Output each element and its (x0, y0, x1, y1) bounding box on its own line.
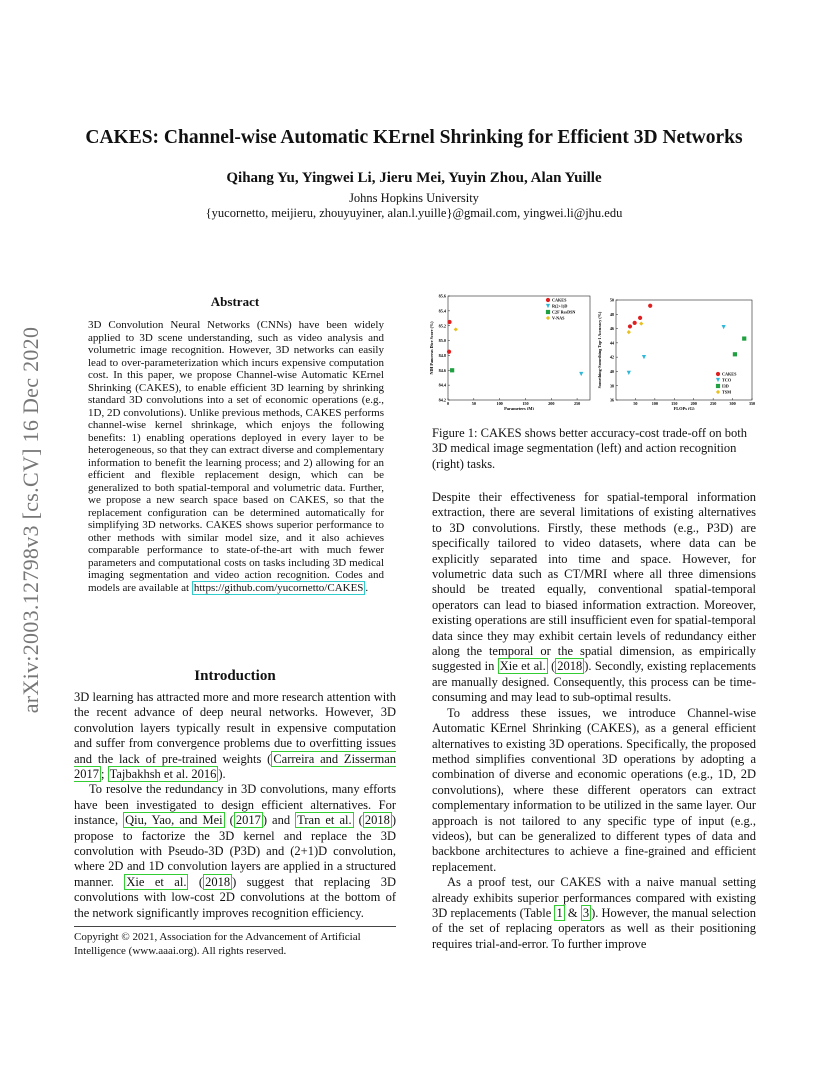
y-axis-label: NIH Pancreas Dice Score (%) (429, 321, 434, 375)
legend-marker (716, 372, 720, 376)
legend-marker (716, 390, 720, 394)
x-axis-label: FLOPs (G) (673, 406, 695, 410)
citation-link[interactable]: Carreira and Zisserman 2017 (74, 751, 396, 782)
intro-paragraph-1: 3D learning has attracted more and more research attention with the recent advance of deep neural networks. However, 3D convolution layers typically result in expensive computation and suffer from convergence problems due to overfitting issues and the lack of pre-trained weights ( Carreira and Zisserman 2017 ; Tajbakhsh et al. 2016 ). (74, 690, 396, 782)
x-tick-label: 200 (548, 401, 555, 406)
x-tick-label: 100 (651, 401, 658, 406)
data-point (648, 304, 652, 308)
legend-marker (546, 316, 550, 320)
plot-frame (616, 300, 752, 400)
y-tick-label: 84.8 (438, 353, 446, 359)
authors: Qihang Yu, Yingwei Li, Jieru Mei, Yuyin Zhou, Alan Yuille (226, 170, 602, 186)
abstract-heading: Abstract (210, 294, 260, 309)
y-tick-label: 85.2 (438, 323, 446, 329)
data-point (639, 321, 643, 325)
copyright-notice: Copyright © 2021, Association for the Advancement of Artificial Intelligence (www.aaai.org). All rights reserved. (74, 926, 396, 958)
x-tick-label: 50 (633, 401, 638, 406)
y-tick-label: 38 (609, 383, 614, 389)
y-tick-label: 50 (609, 297, 614, 303)
data-point (627, 330, 631, 334)
data-point (454, 327, 458, 331)
data-point (447, 350, 451, 354)
data-point (627, 371, 631, 375)
legend-label: TCO (722, 377, 732, 383)
y-tick-label: 85.6 (438, 293, 446, 299)
data-point (733, 352, 737, 356)
x-tick-label: 150 (522, 401, 529, 406)
x-tick-label: 350 (748, 401, 756, 406)
citation-link[interactable]: 2018 (557, 659, 583, 674)
intro-paragraph-2: To resolve the redundancy in 3D convolutions, many efforts have been investigated to design efficient alternatives. For instance, Qiu, Yao, and Mei ( 2017 ) and Tran et al. ( 2018 ) propose to factorize the 3D kernel and replace the 3D convolution with Pseudo-3D (P3D) and (2+1)D convolution, where 2D and 1D convolution layers are applied in a structured manner. Xie et al. ( 2018 ) suggest that replacing 3D convolutions with low-cost 2D convolutions at the bottom of the network significantly improves recognition efficiency. (74, 782, 396, 920)
x-axis-label: Parameters (M) (504, 406, 534, 410)
data-point (638, 316, 642, 320)
data-point (450, 368, 454, 372)
abstract-text: 3D Convolution Neural Networks (CNNs) have been widely applied to 3D scene understanding, such as video analysis and volumetric image recognition. However, 3D networks can easily lead to over-parameterization which incurs expensive computation cost. In this paper, we propose Channel-wise Automatic KErnel Shrinking (CAKES), to enable efficient 3D learning by shrinking standard 3D convolutions into a set of economic operations (e.g., 1D, 2D convolutions). Unlike previous methods, CAKES performs channel-wise kernel shrinkage, which enjoys the following benefits: 1) enabling operations deployed in every layer to be heterogeneous, so that they can extract diverse and complementary information to benefit the learning process; and 2) allowing for an efficient and flexible replacement design, which can be generalized to both spatial-temporal and volumetric data. Further, we propose a new search space based on CAKES, so that the replacement configuration can be determined automatically for simplifying 3D networks. CAKES shows superior performance to other methods with similar model size, and it also achieves comparable performance to state-of-the-art with much fewer parameters and computational costs on tasks including 3D medical imaging segmentation and video action recognition. Codes and models are available at (88, 319, 384, 594)
y-tick-label: 85.0 (438, 338, 446, 344)
affiliation: Johns Hopkins University (349, 191, 479, 205)
x-tick-label: 250 (710, 401, 717, 406)
y-tick-label: 84.6 (438, 367, 446, 373)
y-tick-label: 46 (609, 326, 614, 332)
y-axis-label: Something-Something Top-1 Accuracy (%) (597, 311, 602, 389)
arxiv-id: arXiv:2003.12798v3 [cs.CV] 16 Dec 2020 (18, 326, 43, 714)
legend-marker (716, 378, 720, 382)
y-tick-label: 40 (609, 369, 614, 375)
x-tick-label: 250 (573, 401, 581, 406)
code-link[interactable]: https://github.com/yucornetto/CAKES (193, 581, 364, 594)
data-point (633, 321, 637, 325)
citation-link[interactable]: Qiu, Yao, and Mei (125, 813, 223, 828)
legend-marker (546, 310, 550, 314)
introduction-heading: Introduction (194, 668, 276, 684)
data-point (579, 372, 583, 376)
right-paragraph-2: To address these issues, we introduce Channel-wise Automatic KErnel Shrinking (CAKES), as a general efficient alternatives to existing 3D operations. Specifically, the proposed method simplifies conventional 3D operations by adopting a combination of diverse and economic operations (e.g., 1D, 2D convolutions), where these different operators can extract complementary information to be utilized in the same layer. Our approach is not tailored to any specific type of input (e.g., videos), but can be generalized to different types of data and backbone architectures to achieve a fine-grained and efficient replacement. (432, 705, 756, 874)
legend-marker (716, 384, 720, 388)
x-tick-label: 200 (690, 401, 697, 406)
legend-label: C2F ResDSN (552, 309, 576, 315)
data-point (642, 355, 646, 359)
right-paragraph-3: As a proof test, our CAKES with a naive manual setting already exhibits superior performances compared with existing 3D replacements (Table 1 & 3 ). However, the manual selection of the set of replacing operators as well as their positioning requires trial-and-error. To further improve (432, 875, 756, 951)
legend-label: R(2+1)D (552, 303, 568, 309)
legend-label: CAKES (552, 297, 567, 303)
y-tick-label: 85.4 (438, 308, 446, 314)
y-tick-label: 48 (609, 311, 614, 317)
x-tick-label: 150 (671, 401, 678, 406)
x-tick-label: 100 (496, 401, 503, 406)
right-column-body (432, 490, 756, 952)
figure-caption: Figure 1: CAKES shows better accuracy-cost trade-off on both 3D medical image segmentation (left) and action recognition (right) tasks. (432, 426, 747, 471)
citation-link[interactable]: Tran et al. (297, 813, 352, 828)
citation-link[interactable]: 2017 (235, 813, 261, 828)
y-tick-label: 36 (609, 397, 614, 403)
abstract (88, 319, 384, 594)
legend-label: CAKES (722, 371, 737, 377)
arxiv-stamp (6, 280, 56, 760)
y-tick-label: 84.4 (438, 382, 446, 388)
legend-marker (546, 298, 550, 302)
citation-link[interactable]: Xie et al. (499, 659, 546, 674)
data-point (722, 325, 726, 329)
citation-link[interactable]: 2018 (205, 874, 231, 889)
x-tick-label: 0 (446, 401, 450, 406)
citation-link[interactable]: Xie et al. (126, 874, 187, 889)
legend-label: TSM (722, 389, 732, 395)
intro-body (74, 690, 396, 921)
x-tick-label: 50 (471, 401, 476, 406)
y-tick-label: 44 (609, 340, 614, 346)
figure-1 (426, 290, 756, 410)
data-point (742, 336, 746, 340)
citation-link[interactable]: 2018 (364, 813, 390, 828)
y-tick-label: 42 (609, 354, 614, 360)
right-paragraph-1: Despite their effectiveness for spatial-temporal information extraction, there are several limitations of existing alternatives to 3D convolutions. Firstly, these methods (e.g., P3D) are specifically tailored to video datasets, where data can be explicitly separated into time and space. However, for volumetric data such as CT/MRI where all three dimensions should be treated equally, conventional spatial-temporal operators can lead to biased information extraction. Moreover, existing operations are still insufficient even for spatial-temporal data since they may exhibit certain levels of redundancy either along the temporal or the spatial dimension, as empirically suggested in Xie et al. ( 2018 ). Secondly, existing replacements are manually designed. Consequently, this process can be time-consuming and may lead to sub-optimal results. (432, 490, 756, 705)
legend-label: I3D (722, 383, 729, 389)
legend-label: V-NAS (552, 315, 565, 321)
table-ref-link[interactable]: 3 (582, 905, 590, 920)
table-ref-link[interactable]: 1 (556, 905, 563, 920)
emails: {yucornetto, meijieru, zhouyuyiner, alan.l.yuille}@gmail.com, yingwei.li@jhu.edu (205, 206, 623, 220)
legend-marker (546, 304, 550, 308)
paper-title: CAKES: Channel-wise Automatic KErnel Shrinking for Efficient 3D Networks (85, 127, 743, 148)
data-point (628, 324, 632, 328)
x-tick-label: 300 (729, 401, 736, 406)
y-tick-label: 84.2 (438, 397, 446, 403)
abstract-end: . (365, 581, 369, 594)
citation-link[interactable]: Tajbakhsh et al. 2016 (109, 767, 217, 782)
data-point (447, 320, 451, 324)
